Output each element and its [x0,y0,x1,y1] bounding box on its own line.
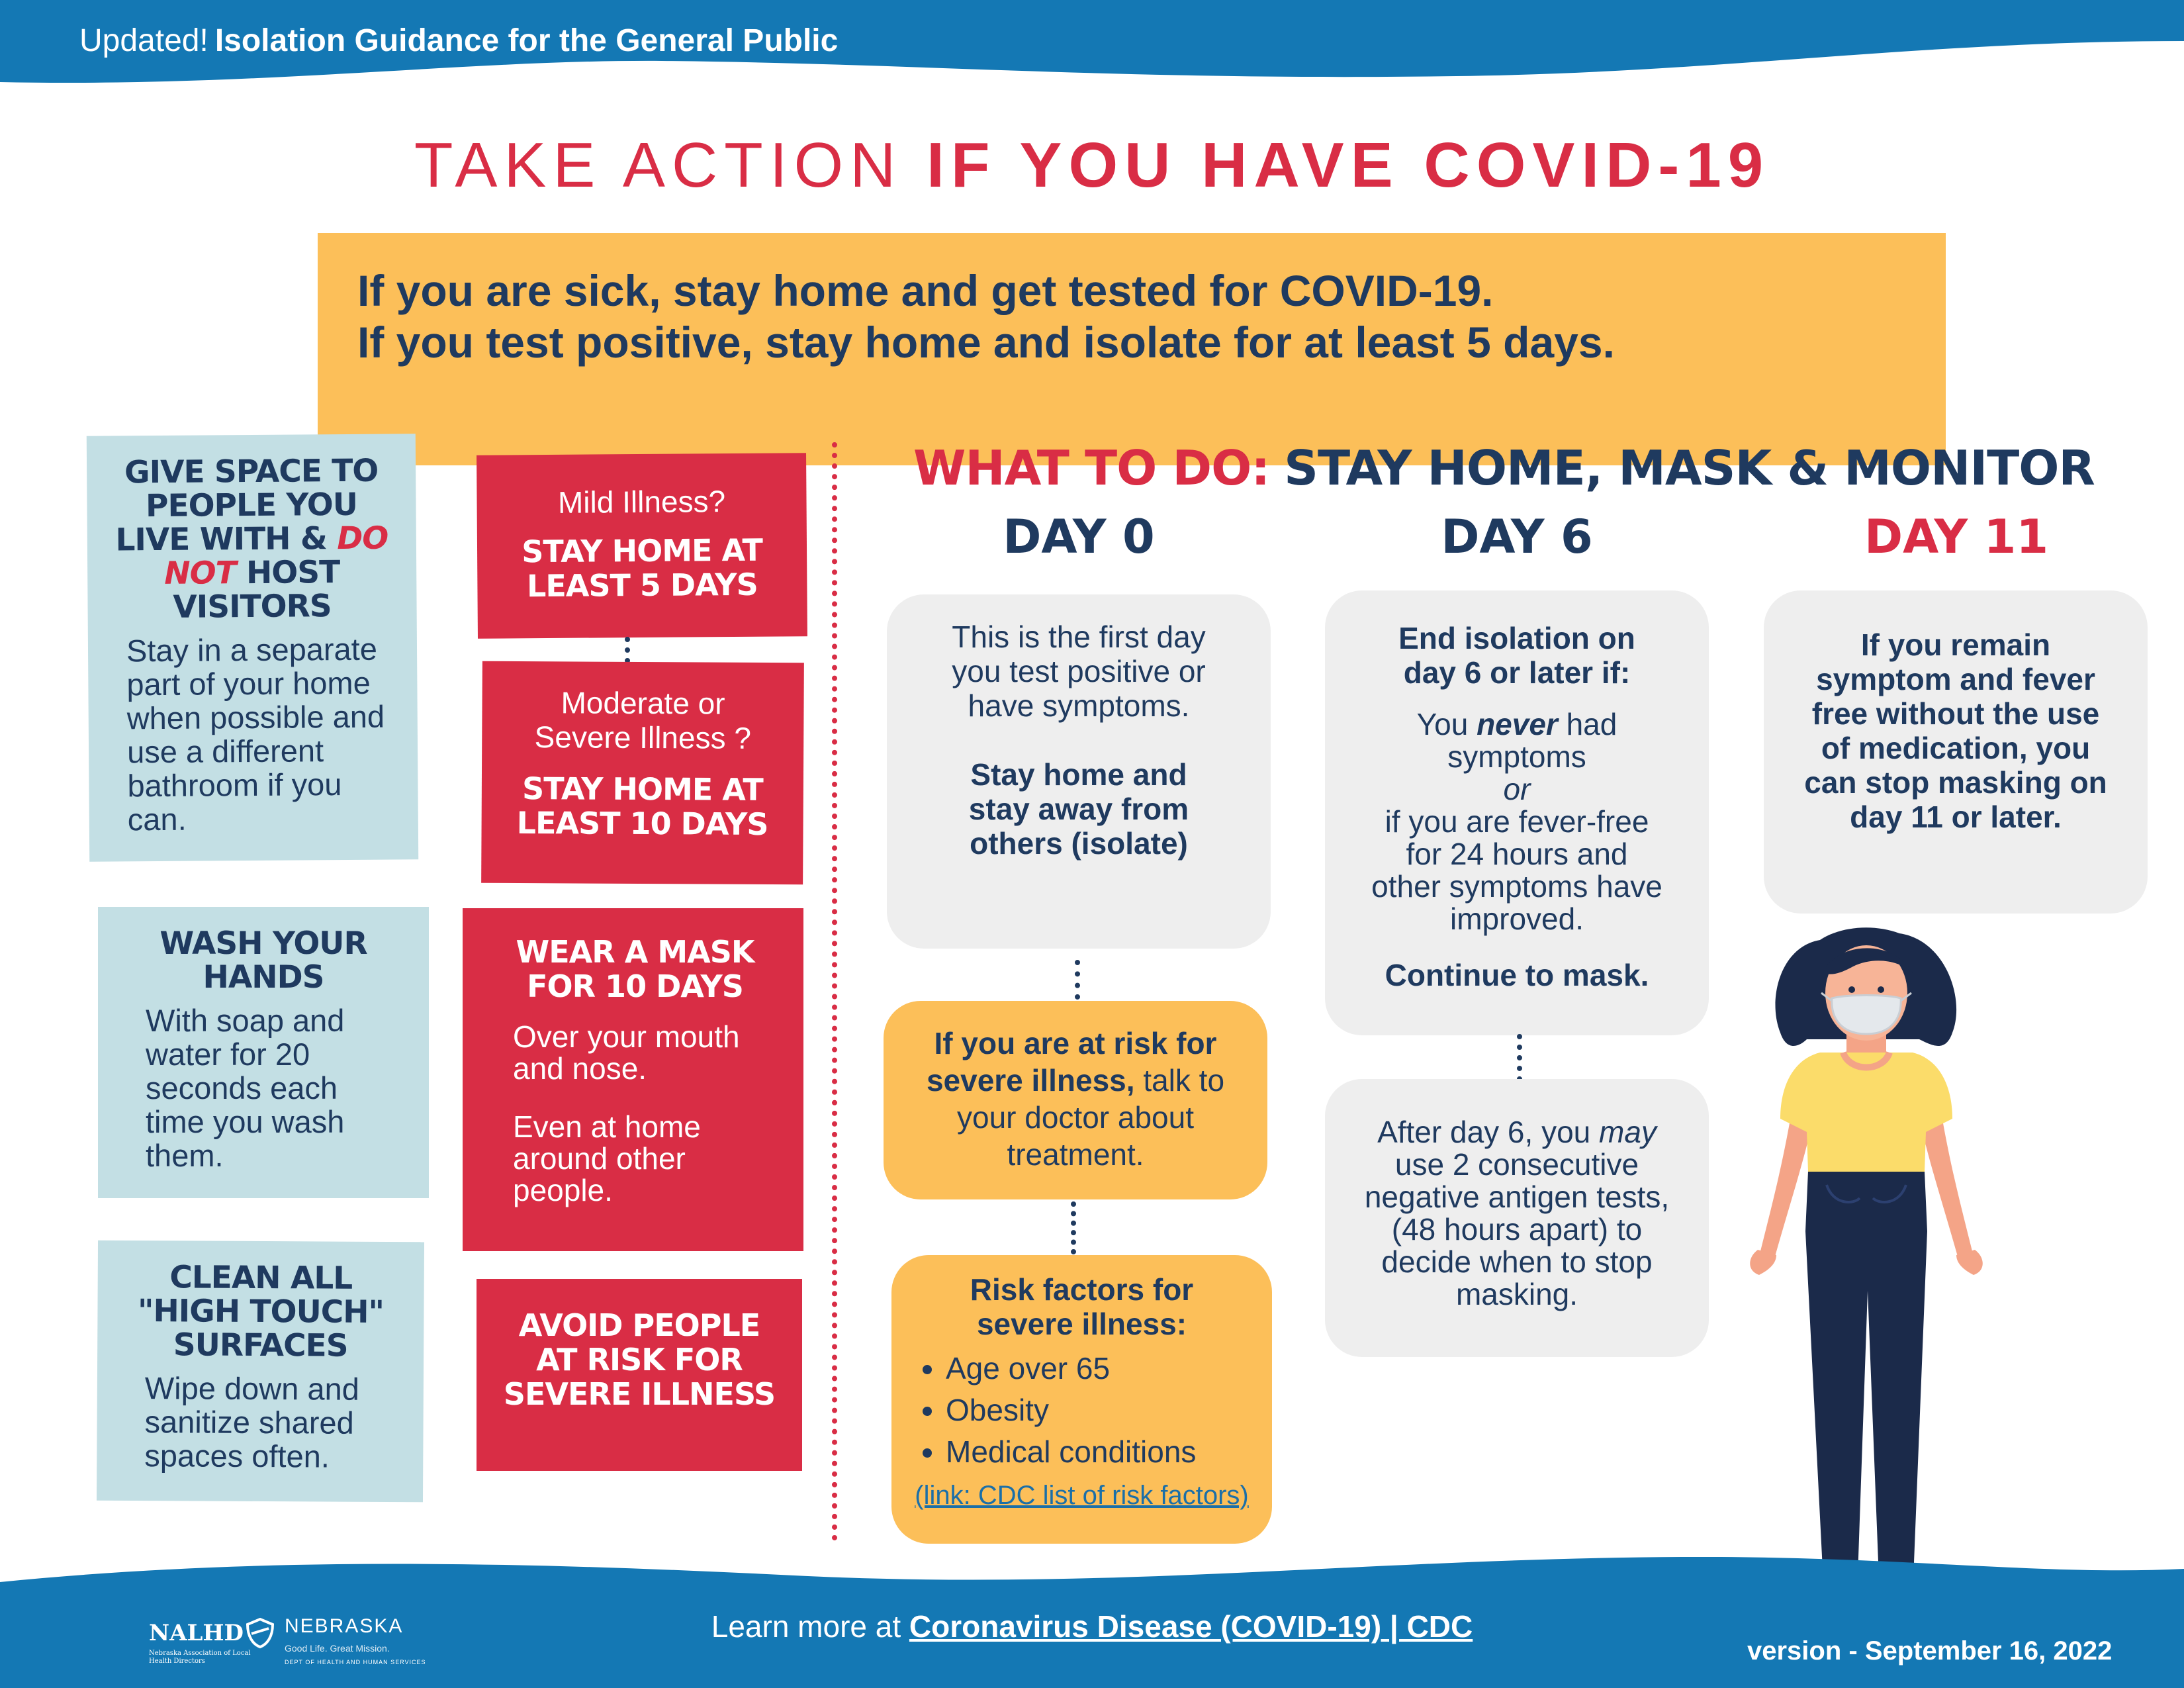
day-6-had: had symptoms [1447,707,1617,774]
nalhd-shield-icon [244,1617,277,1650]
risk-treatment-text: talk to your doctor about treatment. [956,1063,1225,1172]
avoid-people-heading: AVOID PEOPLE AT RISK FOR SEVERE ILLNESS [503,1307,776,1412]
avoid-people-card [477,1279,802,1471]
cdc-risk-factors-link[interactable]: (link: CDC list of risk factors) [915,1481,1249,1510]
day-6-fever-free: if you are fever-free for 24 hours and other symptoms have improved. [1371,804,1662,936]
nebraska-tagline: Good Life. Great Mission. [285,1643,390,1654]
nalhd-logo-subtitle: Nebraska Association of Local Health Directors [149,1650,251,1665]
give-space-body: Stay in a separate part of your home when possible and use a different bathroom if you can. [126,631,385,837]
key-message-banner [318,233,1946,465]
version-label: version - September 16, 2022 [1747,1636,2113,1665]
risk-factors-card [891,1255,1272,1544]
moderate-illness-label: Moderate or Severe Illness ? [534,685,752,755]
connector-dots [1071,1201,1076,1254]
day-11-card [1764,590,2148,914]
give-space-card [87,434,418,861]
what-to-do-title [913,440,2095,496]
risk-factors-title: Risk factors for severe illness: [970,1272,1194,1341]
what-to-do-prefix: WHAT TO DO: [913,440,1270,496]
day-6-or: or [1503,772,1531,806]
wash-hands-body: With soap and water for 20 seconds each time you wash them. [146,1003,345,1173]
moderate-illness-instruction: STAY HOME AT LEAST 10 DAYS [516,771,768,842]
nebraska-wordmark: NEBRASKA [285,1615,404,1637]
connector-dots [1517,1034,1522,1082]
connector-dots [1075,960,1080,1000]
header-title: Isolation Guidance for the General Public [214,23,839,58]
give-space-heading: GIVE SPACE TO PEOPLE YOU LIVE WITH & DO NOT HOST VISITORS [115,452,388,626]
header [79,23,838,59]
mild-illness-card [477,453,807,638]
day-6-never: never [1477,707,1558,741]
mild-illness-label: Mild Illness? [557,484,726,520]
day-0-card [887,594,1271,949]
nebraska-dhhs-logo [285,1615,426,1665]
day-0-instruction: Stay home and stay away from others (isolate) [968,757,1189,861]
connector-dots [625,637,630,663]
title-bold: IF YOU HAVE COVID-19 [927,130,1770,201]
after-day-6-may: may [1599,1115,1657,1149]
wear-mask-heading: WEAR A MASK FOR 10 DAYS [516,934,754,1004]
nebraska-dept: DEPT OF HEALTH AND HUMAN SERVICES [285,1659,426,1665]
nalhd-logo-text: NALHD [149,1620,244,1646]
after-day-6-card [1325,1079,1709,1357]
do-not-emphasis: DO NOT [164,520,388,592]
day-6-you: You [1416,707,1469,741]
day-6-continue-mask: Continue to mask. [1385,958,1649,992]
day-6-card [1325,590,1709,1035]
banner-line-1: If you are sick, stay home and get tested for COVID-19. [357,266,1494,315]
mild-illness-instruction: STAY HOME AT LEAST 5 DAYS [522,532,763,604]
day-0-label: DAY 0 [1003,510,1155,564]
updated-label: Updated! [79,23,208,58]
wear-mask-text-2: Even at home around other people. [513,1109,701,1207]
clean-surfaces-body: Wipe down and sanitize shared spaces often. [144,1370,359,1474]
what-to-do-heading: STAY HOME, MASK & MONITOR [1284,440,2095,496]
after-day-6-text-a: After day 6, you [1377,1115,1591,1149]
risk-factors-list [905,1348,1259,1473]
page-title [0,129,2184,202]
risk-treatment-card [884,1001,1267,1199]
after-day-6-text-b: use 2 consecutive negative antigen tests, (48 hours apart) to decide when to stop masking. [1364,1147,1670,1311]
wash-hands-heading: WASH YOUR HANDS [159,925,367,996]
day-11-text: If you remain symptom and fever free without the use of medication, you can stop masking on day 11 or later. [1804,628,2107,834]
moderate-illness-card [481,661,804,885]
title-light: TAKE ACTION [414,130,903,201]
wash-hands-card [98,907,429,1198]
clean-surfaces-card [97,1241,424,1503]
day-6-label: DAY 6 [1441,510,1593,564]
learn-more-text: Learn more at [711,1609,901,1644]
cdc-covid-link[interactable]: Coronavirus Disease (COVID-19) | CDC [909,1609,1473,1644]
woman-with-mask-illustration [1721,920,2012,1628]
day-6-heading: End isolation on day 6 or later if: [1398,621,1635,690]
day-11-label: DAY 11 [1864,510,2049,564]
risk-factor-item: • Age over 65 [946,1348,1259,1389]
nalhd-logo [149,1617,277,1665]
day-0-text: This is the first day you test positive or have symptoms. [952,620,1206,723]
column-divider [832,442,837,1541]
day-6-conditions [1351,708,1682,935]
risk-factor-item: • Medical conditions [946,1431,1259,1473]
clean-surfaces-heading: CLEAN ALL "HIGH TOUCH" SURFACES [137,1259,385,1364]
risk-treatment-bold: If you are at risk for severe illness, [926,1026,1217,1098]
banner-line-2: If you test positive, stay home and isolate for at least 5 days. [357,318,1615,367]
wear-mask-card [463,908,803,1251]
risk-factor-item: • Obesity [946,1389,1259,1431]
wear-mask-text-1: Over your mouth and nose. [513,1019,740,1086]
